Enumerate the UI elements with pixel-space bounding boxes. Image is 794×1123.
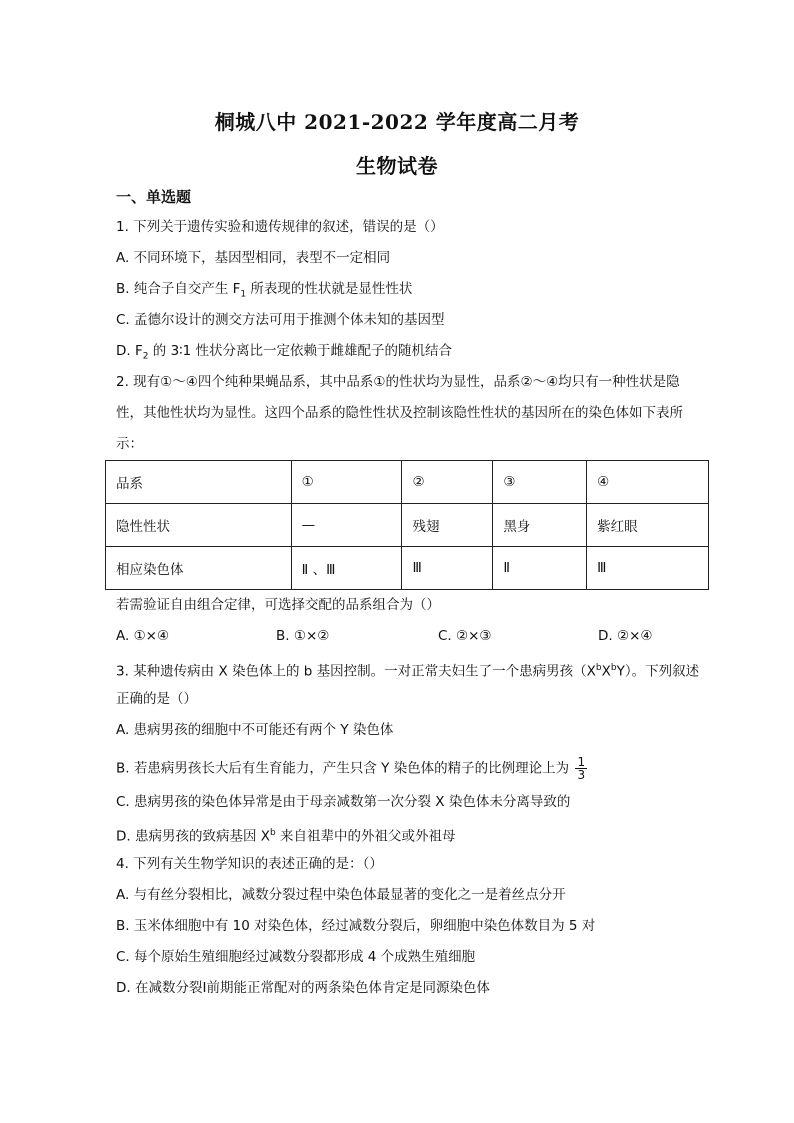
q2-followup: 若需验证自由组合定律，可选择交配的品系组合为（） bbox=[116, 597, 440, 613]
q3-stem-line2: 正确的是（） bbox=[116, 691, 197, 707]
q2-option-b: B. ①×② bbox=[276, 628, 330, 644]
q1-option-b: B. 纯合子自交产生 $F_1$ 所表现的性状就是显性性状 bbox=[116, 281, 413, 300]
q1-option-c: C. 孟德尔设计的测交方法可用于推测个体未知的基因型 bbox=[116, 312, 445, 328]
table-cell: Ⅱ bbox=[493, 547, 587, 590]
q1-stem: 1. 下列关于遗传实验和遗传规律的叙述，错误的是（） bbox=[116, 219, 444, 235]
q3-option-c: C. 患病男孩的染色体异常是由于母亲减数第一次分裂 X 染色体未分离导致的 bbox=[116, 794, 571, 810]
q3-option-b: B. 若患病男孩长大后有生育能力，产生只含 Y 染色体的精子的比例理论上为 $\frac{1}{3}$ bbox=[116, 755, 586, 782]
table-cell: Ⅱ 、Ⅲ bbox=[291, 547, 402, 590]
table-row bbox=[106, 547, 709, 590]
q3-option-a: A. 患病男孩的细胞中不可能还有两个 Y 染色体 bbox=[116, 722, 394, 738]
exam-title: 桐城八中 2021-2022 学年度高二月考 bbox=[214, 110, 580, 134]
table-cell: Ⅲ bbox=[402, 547, 493, 590]
q2-option-a: A. ①×④ bbox=[116, 628, 170, 644]
table-cell: — bbox=[291, 504, 402, 547]
q1-option-a: A. 不同环境下，基因型相同，表型不一定相同 bbox=[116, 250, 391, 266]
q4-stem: 4. 下列有关生物学知识的表述正确的是：（） bbox=[116, 856, 383, 872]
q4-option-b: B. 玉米体细胞中有 10 对染色体，经过减数分裂后，卵细胞中染色体数目为 5 对 bbox=[116, 918, 596, 934]
q4-option-a: A. 与有丝分裂相比，减数分裂过程中染色体最显著的变化之一是着丝点分开 bbox=[116, 887, 566, 903]
q1-option-d: D. $F_2$ 的 3∶1 性状分离比一定依赖于雌雄配子的随机结合 bbox=[116, 343, 453, 362]
q4-option-d: D. 在减数分裂Ⅰ前期能正常配对的两条染色体肯定是同源染色体 bbox=[116, 980, 490, 996]
table-cell: ① bbox=[291, 461, 402, 504]
q2-option-d: D. ②×④ bbox=[598, 628, 653, 644]
table-cell: ② bbox=[402, 461, 493, 504]
table-cell: 相应染色体 bbox=[106, 547, 292, 590]
table-row bbox=[106, 504, 709, 547]
table-cell: 品系 bbox=[106, 461, 292, 504]
q4-option-c: C. 每个原始生殖细胞经过减数分裂都形成 4 个成熟生殖细胞 bbox=[116, 949, 476, 965]
table-cell: 紫红眼 bbox=[587, 504, 709, 547]
table-cell: 黑身 bbox=[493, 504, 587, 547]
q3-stem-line1: 3. 某种遗传病由 X 染色体上的 b 基因控制。一对正常夫妇生了一个患病男孩$(X^bX^bY)$。下列叙述 bbox=[116, 663, 700, 680]
q3-option-d: D. 患病男孩的致病基因 $X^b$ 来自祖辈中的外祖父或外祖母 bbox=[116, 828, 456, 845]
strain-table bbox=[105, 460, 709, 590]
table-cell: ③ bbox=[493, 461, 587, 504]
q2-stem-line1: 2. 现有①～④四个纯种果蝇品系，其中品系①的性状均为显性，品系②～④均只有一种性状是隐 bbox=[116, 374, 680, 390]
q2-option-c: C. ②×③ bbox=[438, 628, 492, 644]
table-cell: ④ bbox=[587, 461, 709, 504]
table-row bbox=[106, 461, 709, 504]
section-heading: 一、单选题 bbox=[116, 188, 192, 206]
table-cell: 残翅 bbox=[402, 504, 493, 547]
exam-subtitle: 生物试卷 bbox=[356, 154, 438, 178]
q2-stem-line2: 性，其他性状均为显性。这四个品系的隐性性状及控制该隐性性状的基因所在的染色体如下表所 bbox=[116, 405, 683, 421]
table-cell: Ⅲ bbox=[587, 547, 709, 590]
q2-stem-line3: 示： bbox=[116, 436, 143, 452]
fraction-one-third: $\frac{1}{3}$ bbox=[577, 755, 586, 782]
table-cell: 隐性性状 bbox=[106, 504, 292, 547]
